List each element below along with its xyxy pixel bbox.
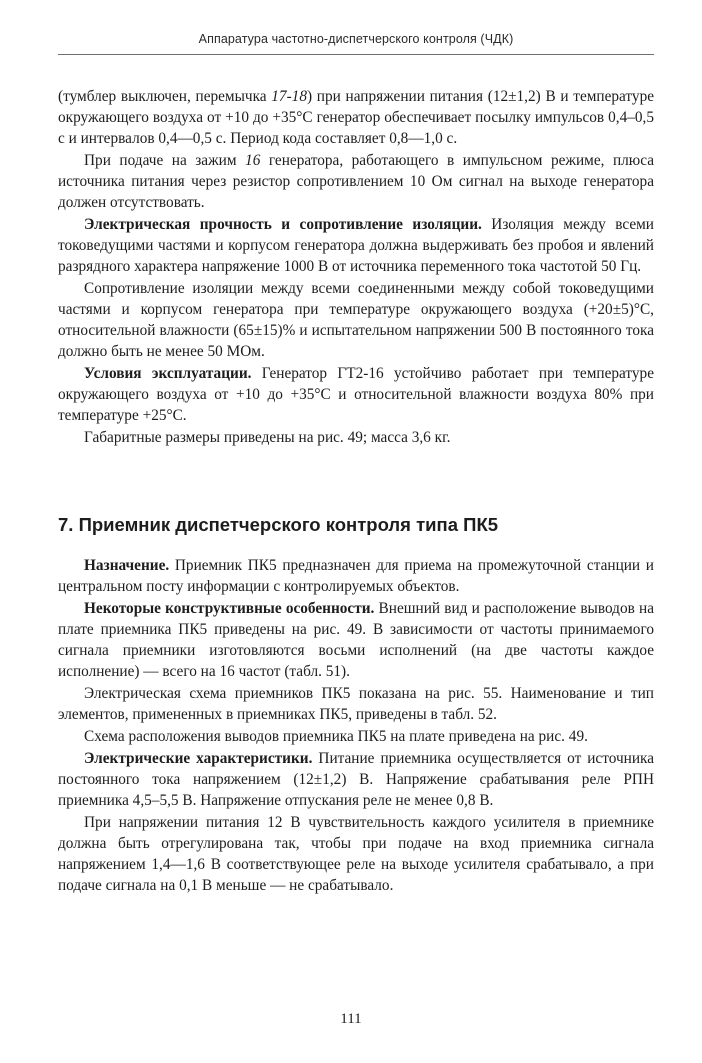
paragraph: [58, 86, 654, 149]
run-in-heading: Электрическая прочность и сопротивление изоляции.: [84, 216, 482, 233]
text-run: Генератор ГТ2-16 устойчиво работает при температуре окружающего воздуха от +10 до +35°С и относительной влажности воздуха 80% при температуре +25°С.: [58, 365, 654, 424]
header-rule: [58, 54, 654, 55]
paragraph: [58, 598, 654, 682]
paragraph: Схема расположения выводов приемника ПК5 на плате приведена на рис. 49.: [84, 728, 588, 745]
text-run: Приемник ПК5 предназначен для приема на промежуточной станции и центральном посту информации с контролируемых объектов.: [58, 557, 654, 595]
terminal-ref: 16: [245, 152, 261, 169]
text-run: ) при напряжении питания (12±1,2) В и температуре окружающего воздуха от +10 до +35°С генератор обеспечивает посылку импульсов 0,4–0,5 с и интервалов 0,4—0,5 с. Период кода составляет 0,8—1,0 с.: [58, 88, 655, 147]
running-header: Аппаратура частотно-диспетчерского контроля (ЧДК): [198, 32, 514, 46]
paragraph: Электрическая схема приемников ПК5 показана на рис. 55. Наименование и тип элементов, примененных в приемниках ПК5, приведены в табл. 52.: [58, 685, 654, 723]
paragraph: При напряжении питания 12 В чувствительность каждого усилителя в приемнике должна быть отрегулирована так, чтобы при подаче на вход приемника сигнала напряжением 1,4—1,6 В соответствующее реле на выходе усилителя срабатывало, а при подаче сигнала на 0,1 В меньше — не срабатывало.: [58, 814, 654, 894]
run-in-heading: Электрические характеристики.: [84, 750, 313, 767]
page-number: 111: [340, 1011, 362, 1027]
text-run: При подаче на зажим: [84, 152, 246, 169]
jumper-ref: 17-18: [271, 88, 307, 105]
text-block-receiver: [58, 555, 654, 897]
text-run: Изоляция между всеми токоведущими частями и корпусом генератора должна выдерживать без пробоя и явлений разрядного характера напряжение 1000 В от источника переменного тока частотой 50 Гц.: [58, 216, 654, 275]
text-run: генератора, работающего в импульсном режиме, плюса источника питания через резистор сопротивлением 10 Ом сигнал на выходе генератора должен отсутствовать.: [58, 152, 654, 211]
text-block-generator: [58, 86, 654, 449]
paragraph: [58, 214, 654, 277]
paragraph: [58, 748, 654, 811]
paragraph: [58, 363, 654, 426]
run-in-heading: Условия эксплуатации.: [84, 365, 252, 382]
paragraph: [58, 150, 654, 213]
paragraph: Сопротивление изоляции между всеми соединенными между собой токоведущими частями и корпусом генератора при температуре окружающего воздуха (+20±5)°С, относительной влажности (65±15)% и испытательном напряжении 500 В постоянного тока должно быть не менее 50 МОм.: [58, 280, 654, 360]
run-in-heading: Некоторые конструктивные особенности.: [84, 600, 375, 617]
paragraph: [58, 555, 654, 597]
text-run: Внешний вид и расположение выводов на плате приемника ПК5 приведены на рис. 49. В зависимости от частоты принимаемого сигнала приемники изготовляются восьми исполнений (на две частоты каждое исполнение) — всего на 16 частот (табл. 51).: [58, 600, 654, 680]
text-run: (тумблер выключен, перемычка: [58, 88, 272, 105]
run-in-heading: Назначение.: [84, 557, 170, 574]
paragraph: Габаритные размеры приведены на рис. 49; масса 3,6 кг.: [84, 429, 451, 446]
section-heading: 7. Приемник диспетчерского контроля типа ПК5: [58, 514, 499, 535]
text-run: Питание приемника осуществляется от источника постоянного тока напряжением (12±1,2) В. Напряжение срабатывания реле РПН приемника 4,5–5,5 В. Напряжение отпускания реле не менее 0,8 В.: [58, 750, 655, 809]
